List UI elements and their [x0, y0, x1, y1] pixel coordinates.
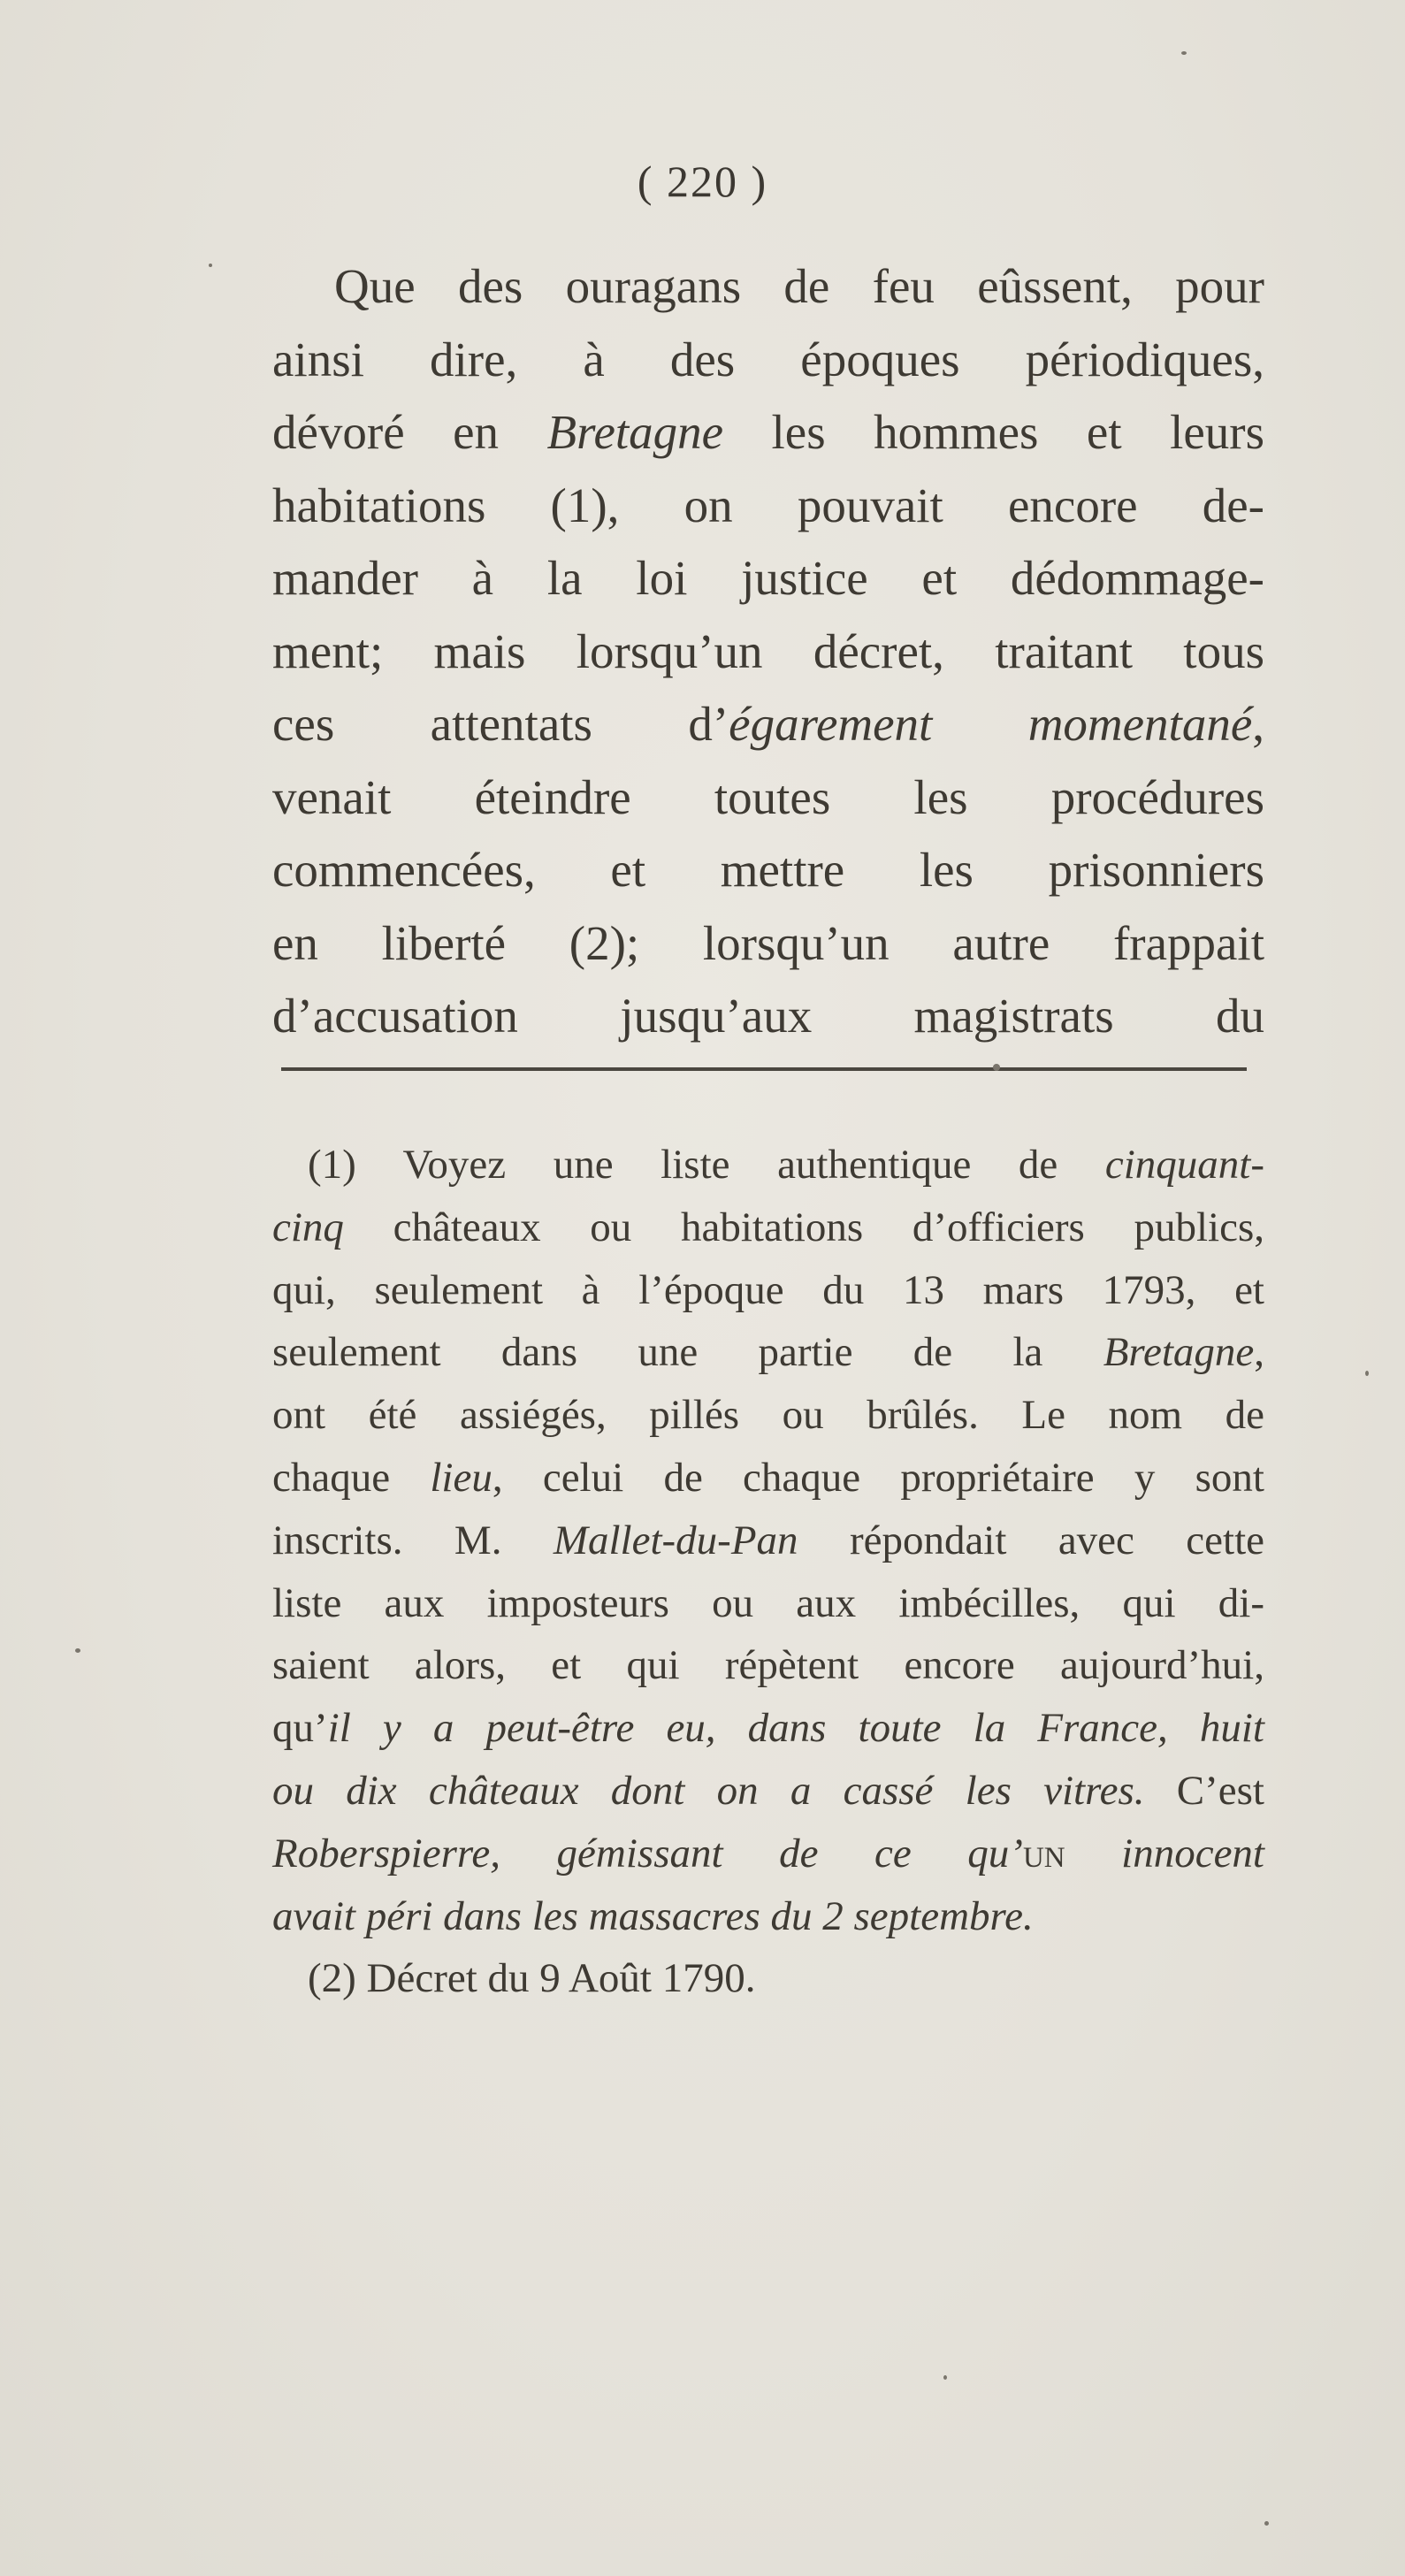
paper-speck — [75, 1648, 80, 1653]
paper-speck — [943, 2375, 947, 2380]
text-segment: (1) Voyez une liste authentique de — [308, 1142, 1105, 1188]
footnote-line — [272, 1321, 1264, 1384]
text-segment: , celui de chaque propriétaire y sont — [492, 1454, 1264, 1501]
text-line: Que des ouragans de feu eûssent, pour — [334, 259, 1264, 313]
italic-segment: ou dix châteaux dont on a cassé les vitres. — [272, 1767, 1145, 1814]
text-segment: seulement dans une partie de la — [272, 1329, 1103, 1376]
paper-speck — [209, 264, 212, 267]
text-segment: châteaux ou habitations d’officiers publics, — [343, 1204, 1264, 1250]
footnote-line — [272, 1447, 1264, 1510]
text-line: ainsi dire, à des époques périodiques, — [272, 332, 1264, 386]
italic-segment: il y a peut-être eu, dans toute la France, huit — [327, 1705, 1264, 1752]
footnotes — [272, 1134, 1264, 2010]
italic-segment: lieu — [430, 1454, 493, 1501]
smallcaps-segment: un — [1022, 1830, 1065, 1877]
text-segment: , — [1254, 1329, 1264, 1376]
footnote-line: qui, seulement à l’époque du 13 mars 1793, et — [272, 1266, 1264, 1313]
paper-speck — [1365, 1371, 1369, 1376]
text-segment: les hommes et leurs — [723, 405, 1264, 459]
italic-segment: cinq — [272, 1204, 344, 1250]
text-segment: ces attentats d’ — [272, 697, 729, 751]
italic-segment: Bretagne — [546, 405, 724, 459]
footnote-line: ont été assiégés, pillés ou brûlés. Le nom de — [272, 1392, 1264, 1439]
paper-speck — [1264, 2521, 1269, 2526]
footnote-line — [272, 1134, 1264, 1196]
text-line: commencées, et mettre les prisonniers — [272, 843, 1264, 897]
footnote-line — [272, 1697, 1264, 1760]
text-line — [272, 688, 1264, 761]
text-segment: dévoré en — [272, 405, 547, 459]
italic-segment: égarement momentané — [729, 697, 1253, 751]
text-line: habitations (1), on pouvait encore de- — [272, 478, 1264, 532]
text-segment: répondait avec cette — [798, 1517, 1264, 1563]
page-number: ( 220 ) — [637, 157, 768, 206]
footnote-2: (2) Décret du 9 Août 1790. — [308, 1955, 756, 2002]
text-segment: qu’ — [272, 1705, 328, 1752]
paper-speck — [993, 1064, 1000, 1071]
text-segment: C’est — [1144, 1767, 1264, 1814]
italic-segment: Mallet-du-Pan — [553, 1517, 798, 1563]
footnote-line — [272, 1823, 1264, 1885]
footnote-line — [272, 1885, 1264, 1948]
text-line — [272, 396, 1264, 470]
text-line: venait éteindre toutes les procédures — [272, 769, 1264, 824]
italic-segment: Bretagne — [1103, 1329, 1255, 1376]
text-line: ment; mais lorsqu’un décret, traitant tous — [272, 623, 1264, 678]
footnote-divider — [281, 1067, 1247, 1071]
italic-segment: innocent — [1065, 1830, 1264, 1877]
text-segment: inscrits. M. — [272, 1517, 554, 1563]
footnote-line — [272, 1760, 1264, 1823]
main-paragraph — [272, 250, 1264, 1053]
paper-speck — [1181, 51, 1187, 55]
footnote-line — [272, 1510, 1264, 1572]
italic-segment: cinquant- — [1104, 1142, 1264, 1188]
text-segment: , — [1252, 697, 1264, 751]
footnote-line — [272, 1196, 1264, 1259]
italic-segment: Roberspierre, gémissant de ce qu’ — [272, 1830, 1023, 1877]
text-segment: chaque — [272, 1454, 431, 1501]
italic-segment: avait péri dans les massacres du 2 septembre. — [272, 1892, 1034, 1939]
footnote-line: liste aux imposteurs ou aux imbécilles, qui di- — [272, 1579, 1264, 1626]
text-line: d’accusation jusqu’aux magistrats du — [272, 989, 1264, 1043]
footnote-line: saient alors, et qui répètent encore aujourd’hui, — [272, 1642, 1264, 1689]
text-line: mander à la loi justice et dédommage- — [272, 551, 1264, 605]
text-line: en liberté (2); lorsqu’un autre frappait — [272, 915, 1264, 970]
